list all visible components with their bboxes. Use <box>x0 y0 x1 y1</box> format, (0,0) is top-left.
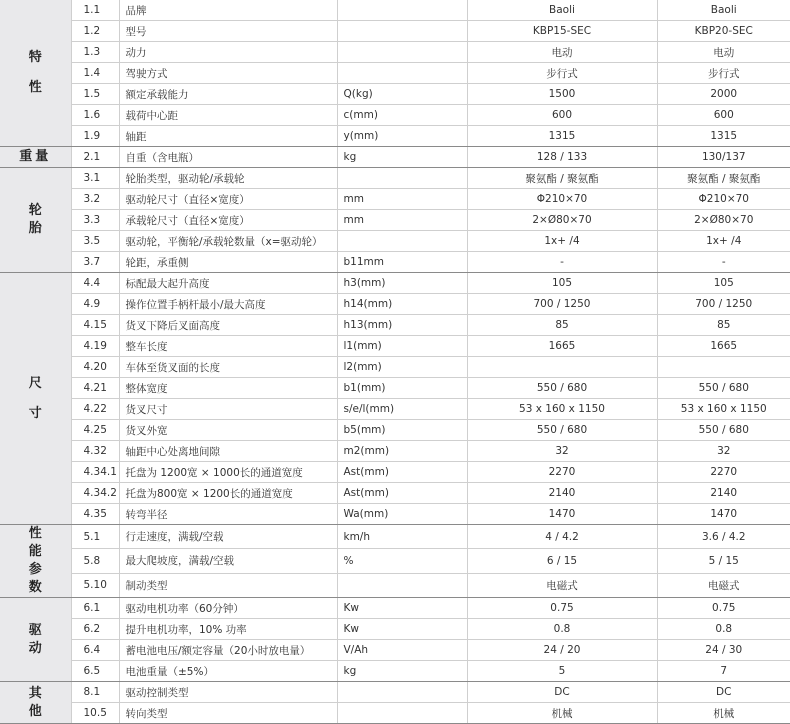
category-label <box>0 598 71 682</box>
model1-value: 24 / 20 <box>467 640 657 661</box>
item-unit: b1(mm) <box>337 378 467 399</box>
spec-row <box>0 315 790 336</box>
item-name: 自重（含电瓶） <box>119 147 337 168</box>
item-number: 2.1 <box>71 147 119 168</box>
item-number: 4.32 <box>71 441 119 462</box>
spec-row <box>0 441 790 462</box>
spec-row <box>0 126 790 147</box>
item-name: 行走速度，满载/空载 <box>119 525 337 549</box>
item-unit: h3(mm) <box>337 273 467 294</box>
item-number: 1.2 <box>71 21 119 42</box>
model1-value: Φ210×70 <box>467 189 657 210</box>
model2-value: 机械 <box>657 703 790 724</box>
item-name: 型号 <box>119 21 337 42</box>
category-label <box>0 682 71 724</box>
spec-row <box>0 147 790 168</box>
item-name: 驱动轮尺寸（直径×宽度） <box>119 189 337 210</box>
item-number: 4.15 <box>71 315 119 336</box>
spec-group-performance <box>0 525 790 598</box>
item-unit: Kw <box>337 598 467 619</box>
item-number: 4.20 <box>71 357 119 378</box>
model2-value: 5 / 15 <box>657 549 790 573</box>
model1-value: 1665 <box>467 336 657 357</box>
item-unit: s/e/l(mm) <box>337 399 467 420</box>
item-unit: b5(mm) <box>337 420 467 441</box>
model1-value: 步行式 <box>467 63 657 84</box>
item-unit: l1(mm) <box>337 336 467 357</box>
item-unit: y(mm) <box>337 126 467 147</box>
model2-value: Φ210×70 <box>657 189 790 210</box>
model2-value: 2000 <box>657 84 790 105</box>
spec-row <box>0 357 790 378</box>
model2-value: 1470 <box>657 504 790 525</box>
model1-value: 1470 <box>467 504 657 525</box>
item-number: 6.4 <box>71 640 119 661</box>
item-name: 制动类型 <box>119 573 337 597</box>
spec-row <box>0 168 790 189</box>
spec-row <box>0 0 790 21</box>
spec-row <box>0 273 790 294</box>
spec-group-features <box>0 0 790 147</box>
item-unit: b11mm <box>337 252 467 273</box>
spec-row <box>0 231 790 252</box>
model2-value: 聚氨酯 / 聚氨酯 <box>657 168 790 189</box>
item-unit <box>337 21 467 42</box>
item-name: 整车长度 <box>119 336 337 357</box>
spec-group-drive <box>0 598 790 682</box>
model1-value: DC <box>467 682 657 703</box>
model2-value: 步行式 <box>657 63 790 84</box>
model2-value: 105 <box>657 273 790 294</box>
item-unit: m2(mm) <box>337 441 467 462</box>
spec-row <box>0 42 790 63</box>
model1-value: 32 <box>467 441 657 462</box>
item-unit: l2(mm) <box>337 357 467 378</box>
item-name: 标配最大起升高度 <box>119 273 337 294</box>
item-name: 整体宽度 <box>119 378 337 399</box>
category-text: 重量 <box>19 149 52 164</box>
spec-row <box>0 619 790 640</box>
model1-value: 电动 <box>467 42 657 63</box>
model2-value: 1315 <box>657 126 790 147</box>
spec-row <box>0 525 790 549</box>
item-unit <box>337 231 467 252</box>
model1-value <box>467 357 657 378</box>
category-text: 尺寸 <box>28 375 42 421</box>
category-text: 驱动 <box>28 622 42 656</box>
item-number: 3.5 <box>71 231 119 252</box>
category-label <box>0 147 71 168</box>
item-unit: kg <box>337 661 467 682</box>
item-unit <box>337 682 467 703</box>
item-number: 1.9 <box>71 126 119 147</box>
item-number: 1.1 <box>71 0 119 21</box>
model1-value: 1500 <box>467 84 657 105</box>
item-number: 4.22 <box>71 399 119 420</box>
item-name: 最大爬坡度，满载/空载 <box>119 549 337 573</box>
model1-value: 5 <box>467 661 657 682</box>
model2-value: - <box>657 252 790 273</box>
item-unit: Wa(mm) <box>337 504 467 525</box>
item-number: 3.1 <box>71 168 119 189</box>
spec-row <box>0 399 790 420</box>
item-name: 额定承载能力 <box>119 84 337 105</box>
item-number: 4.9 <box>71 294 119 315</box>
model1-value: 机械 <box>467 703 657 724</box>
item-number: 4.4 <box>71 273 119 294</box>
model1-value: 128 / 133 <box>467 147 657 168</box>
item-number: 6.2 <box>71 619 119 640</box>
item-name: 轮胎类型，驱动轮/承载轮 <box>119 168 337 189</box>
item-name: 蓄电池电压/额定容量（20小时放电量） <box>119 640 337 661</box>
item-name: 轴距 <box>119 126 337 147</box>
item-name: 承载轮尺寸（直径×宽度） <box>119 210 337 231</box>
model2-value: 53 x 160 x 1150 <box>657 399 790 420</box>
model1-value: 0.8 <box>467 619 657 640</box>
spec-row <box>0 84 790 105</box>
model2-value: 2×Ø80×70 <box>657 210 790 231</box>
item-number: 5.10 <box>71 573 119 597</box>
item-name: 货叉尺寸 <box>119 399 337 420</box>
model1-value: 2270 <box>467 462 657 483</box>
category-text: 轮胎 <box>28 203 42 236</box>
item-number: 3.3 <box>71 210 119 231</box>
model2-value <box>657 357 790 378</box>
item-name: 托盘为 1200宽 × 1000长的通道宽度 <box>119 462 337 483</box>
spec-row <box>0 703 790 724</box>
item-unit: mm <box>337 210 467 231</box>
item-unit: Kw <box>337 619 467 640</box>
item-number: 10.5 <box>71 703 119 724</box>
model2-value: 电动 <box>657 42 790 63</box>
item-unit <box>337 573 467 597</box>
model1-value: 53 x 160 x 1150 <box>467 399 657 420</box>
item-unit <box>337 42 467 63</box>
model2-value: 电磁式 <box>657 573 790 597</box>
model1-value: KBP15-SEC <box>467 21 657 42</box>
model1-value: 聚氨酯 / 聚氨酯 <box>467 168 657 189</box>
model1-value: Baoli <box>467 0 657 21</box>
model1-value: 550 / 680 <box>467 420 657 441</box>
model2-value: 1x+ /4 <box>657 231 790 252</box>
item-name: 载荷中心距 <box>119 105 337 126</box>
model2-value: 700 / 1250 <box>657 294 790 315</box>
item-name: 货叉外宽 <box>119 420 337 441</box>
model2-value: DC <box>657 682 790 703</box>
spec-group-tires <box>0 168 790 273</box>
item-name: 轴距中心处离地间隙 <box>119 441 337 462</box>
item-number: 4.19 <box>71 336 119 357</box>
item-number: 4.34.2 <box>71 483 119 504</box>
spec-row <box>0 661 790 682</box>
item-number: 6.1 <box>71 598 119 619</box>
model2-value: 7 <box>657 661 790 682</box>
model1-value: 1x+ /4 <box>467 231 657 252</box>
item-unit: h13(mm) <box>337 315 467 336</box>
model2-value: 550 / 680 <box>657 420 790 441</box>
model2-value: 130/137 <box>657 147 790 168</box>
item-name: 操作位置手柄杆最小/最大高度 <box>119 294 337 315</box>
item-unit: km/h <box>337 525 467 549</box>
item-unit: kg <box>337 147 467 168</box>
spec-row <box>0 21 790 42</box>
item-unit: h14(mm) <box>337 294 467 315</box>
item-name: 车体至货叉面的长度 <box>119 357 337 378</box>
category-label <box>0 0 71 147</box>
model1-value: 2140 <box>467 483 657 504</box>
item-name: 动力 <box>119 42 337 63</box>
item-unit: c(mm) <box>337 105 467 126</box>
item-name: 驱动控制类型 <box>119 682 337 703</box>
item-number: 1.6 <box>71 105 119 126</box>
item-unit: % <box>337 549 467 573</box>
model2-value: 85 <box>657 315 790 336</box>
model2-value: 3.6 / 4.2 <box>657 525 790 549</box>
category-text: 性能参数 <box>28 526 42 595</box>
item-number: 4.35 <box>71 504 119 525</box>
model1-value: 2×Ø80×70 <box>467 210 657 231</box>
item-unit: V/Ah <box>337 640 467 661</box>
spec-group-weight <box>0 147 790 168</box>
item-unit <box>337 63 467 84</box>
model2-value: 600 <box>657 105 790 126</box>
model1-value: 600 <box>467 105 657 126</box>
model2-value: 24 / 30 <box>657 640 790 661</box>
item-name: 电池重量（±5%） <box>119 661 337 682</box>
item-number: 1.3 <box>71 42 119 63</box>
model1-value: 550 / 680 <box>467 378 657 399</box>
item-unit <box>337 703 467 724</box>
spec-row <box>0 549 790 573</box>
spec-group-dimensions <box>0 273 790 525</box>
model2-value: 2270 <box>657 462 790 483</box>
item-number: 4.25 <box>71 420 119 441</box>
model1-value: 700 / 1250 <box>467 294 657 315</box>
item-number: 6.5 <box>71 661 119 682</box>
spec-row <box>0 294 790 315</box>
item-number: 5.8 <box>71 549 119 573</box>
spec-row <box>0 420 790 441</box>
spec-row <box>0 210 790 231</box>
model2-value: 550 / 680 <box>657 378 790 399</box>
model1-value: 6 / 15 <box>467 549 657 573</box>
item-name: 驱动轮，平衡轮/承载轮数量（x=驱动轮） <box>119 231 337 252</box>
model1-value: 1315 <box>467 126 657 147</box>
category-label <box>0 525 71 598</box>
spec-row <box>0 504 790 525</box>
spec-row <box>0 682 790 703</box>
item-unit <box>337 168 467 189</box>
item-unit <box>337 0 467 21</box>
spec-row <box>0 462 790 483</box>
item-number: 1.4 <box>71 63 119 84</box>
item-number: 4.34.1 <box>71 462 119 483</box>
model1-value: 4 / 4.2 <box>467 525 657 549</box>
model1-value: 105 <box>467 273 657 294</box>
spec-row <box>0 378 790 399</box>
item-name: 轮距，承重侧 <box>119 252 337 273</box>
item-number: 8.1 <box>71 682 119 703</box>
spec-row <box>0 63 790 84</box>
item-number: 1.5 <box>71 84 119 105</box>
item-number: 3.7 <box>71 252 119 273</box>
model2-value: 2140 <box>657 483 790 504</box>
model1-value: 电磁式 <box>467 573 657 597</box>
item-unit: Ast(mm) <box>337 462 467 483</box>
spec-row <box>0 252 790 273</box>
item-name: 转向类型 <box>119 703 337 724</box>
item-name: 品牌 <box>119 0 337 21</box>
item-number: 4.21 <box>71 378 119 399</box>
item-unit: mm <box>337 189 467 210</box>
item-name: 托盘为800宽 × 1200长的通道宽度 <box>119 483 337 504</box>
spec-row <box>0 598 790 619</box>
model2-value: 0.75 <box>657 598 790 619</box>
spec-row <box>0 105 790 126</box>
model1-value: 0.75 <box>467 598 657 619</box>
category-label <box>0 168 71 273</box>
spec-group-other <box>0 682 790 724</box>
item-name: 货叉下降后叉面高度 <box>119 315 337 336</box>
spec-row <box>0 483 790 504</box>
item-unit: Ast(mm) <box>337 483 467 504</box>
item-number: 5.1 <box>71 525 119 549</box>
category-text: 特性 <box>28 50 42 95</box>
model1-value: 85 <box>467 315 657 336</box>
item-number: 3.2 <box>71 189 119 210</box>
spec-row <box>0 640 790 661</box>
model1-value: - <box>467 252 657 273</box>
model2-value: Baoli <box>657 0 790 21</box>
model2-value: 32 <box>657 441 790 462</box>
spec-row <box>0 336 790 357</box>
spec-row <box>0 573 790 597</box>
model2-value: KBP20-SEC <box>657 21 790 42</box>
item-name: 提升电机功率，10% 功率 <box>119 619 337 640</box>
category-text: 其他 <box>28 685 42 719</box>
item-unit: Q(kg) <box>337 84 467 105</box>
item-name: 驾驶方式 <box>119 63 337 84</box>
model2-value: 1665 <box>657 336 790 357</box>
category-label <box>0 273 71 525</box>
item-name: 驱动电机功率（60分钟） <box>119 598 337 619</box>
spec-row <box>0 189 790 210</box>
model2-value: 0.8 <box>657 619 790 640</box>
item-name: 转弯半径 <box>119 504 337 525</box>
